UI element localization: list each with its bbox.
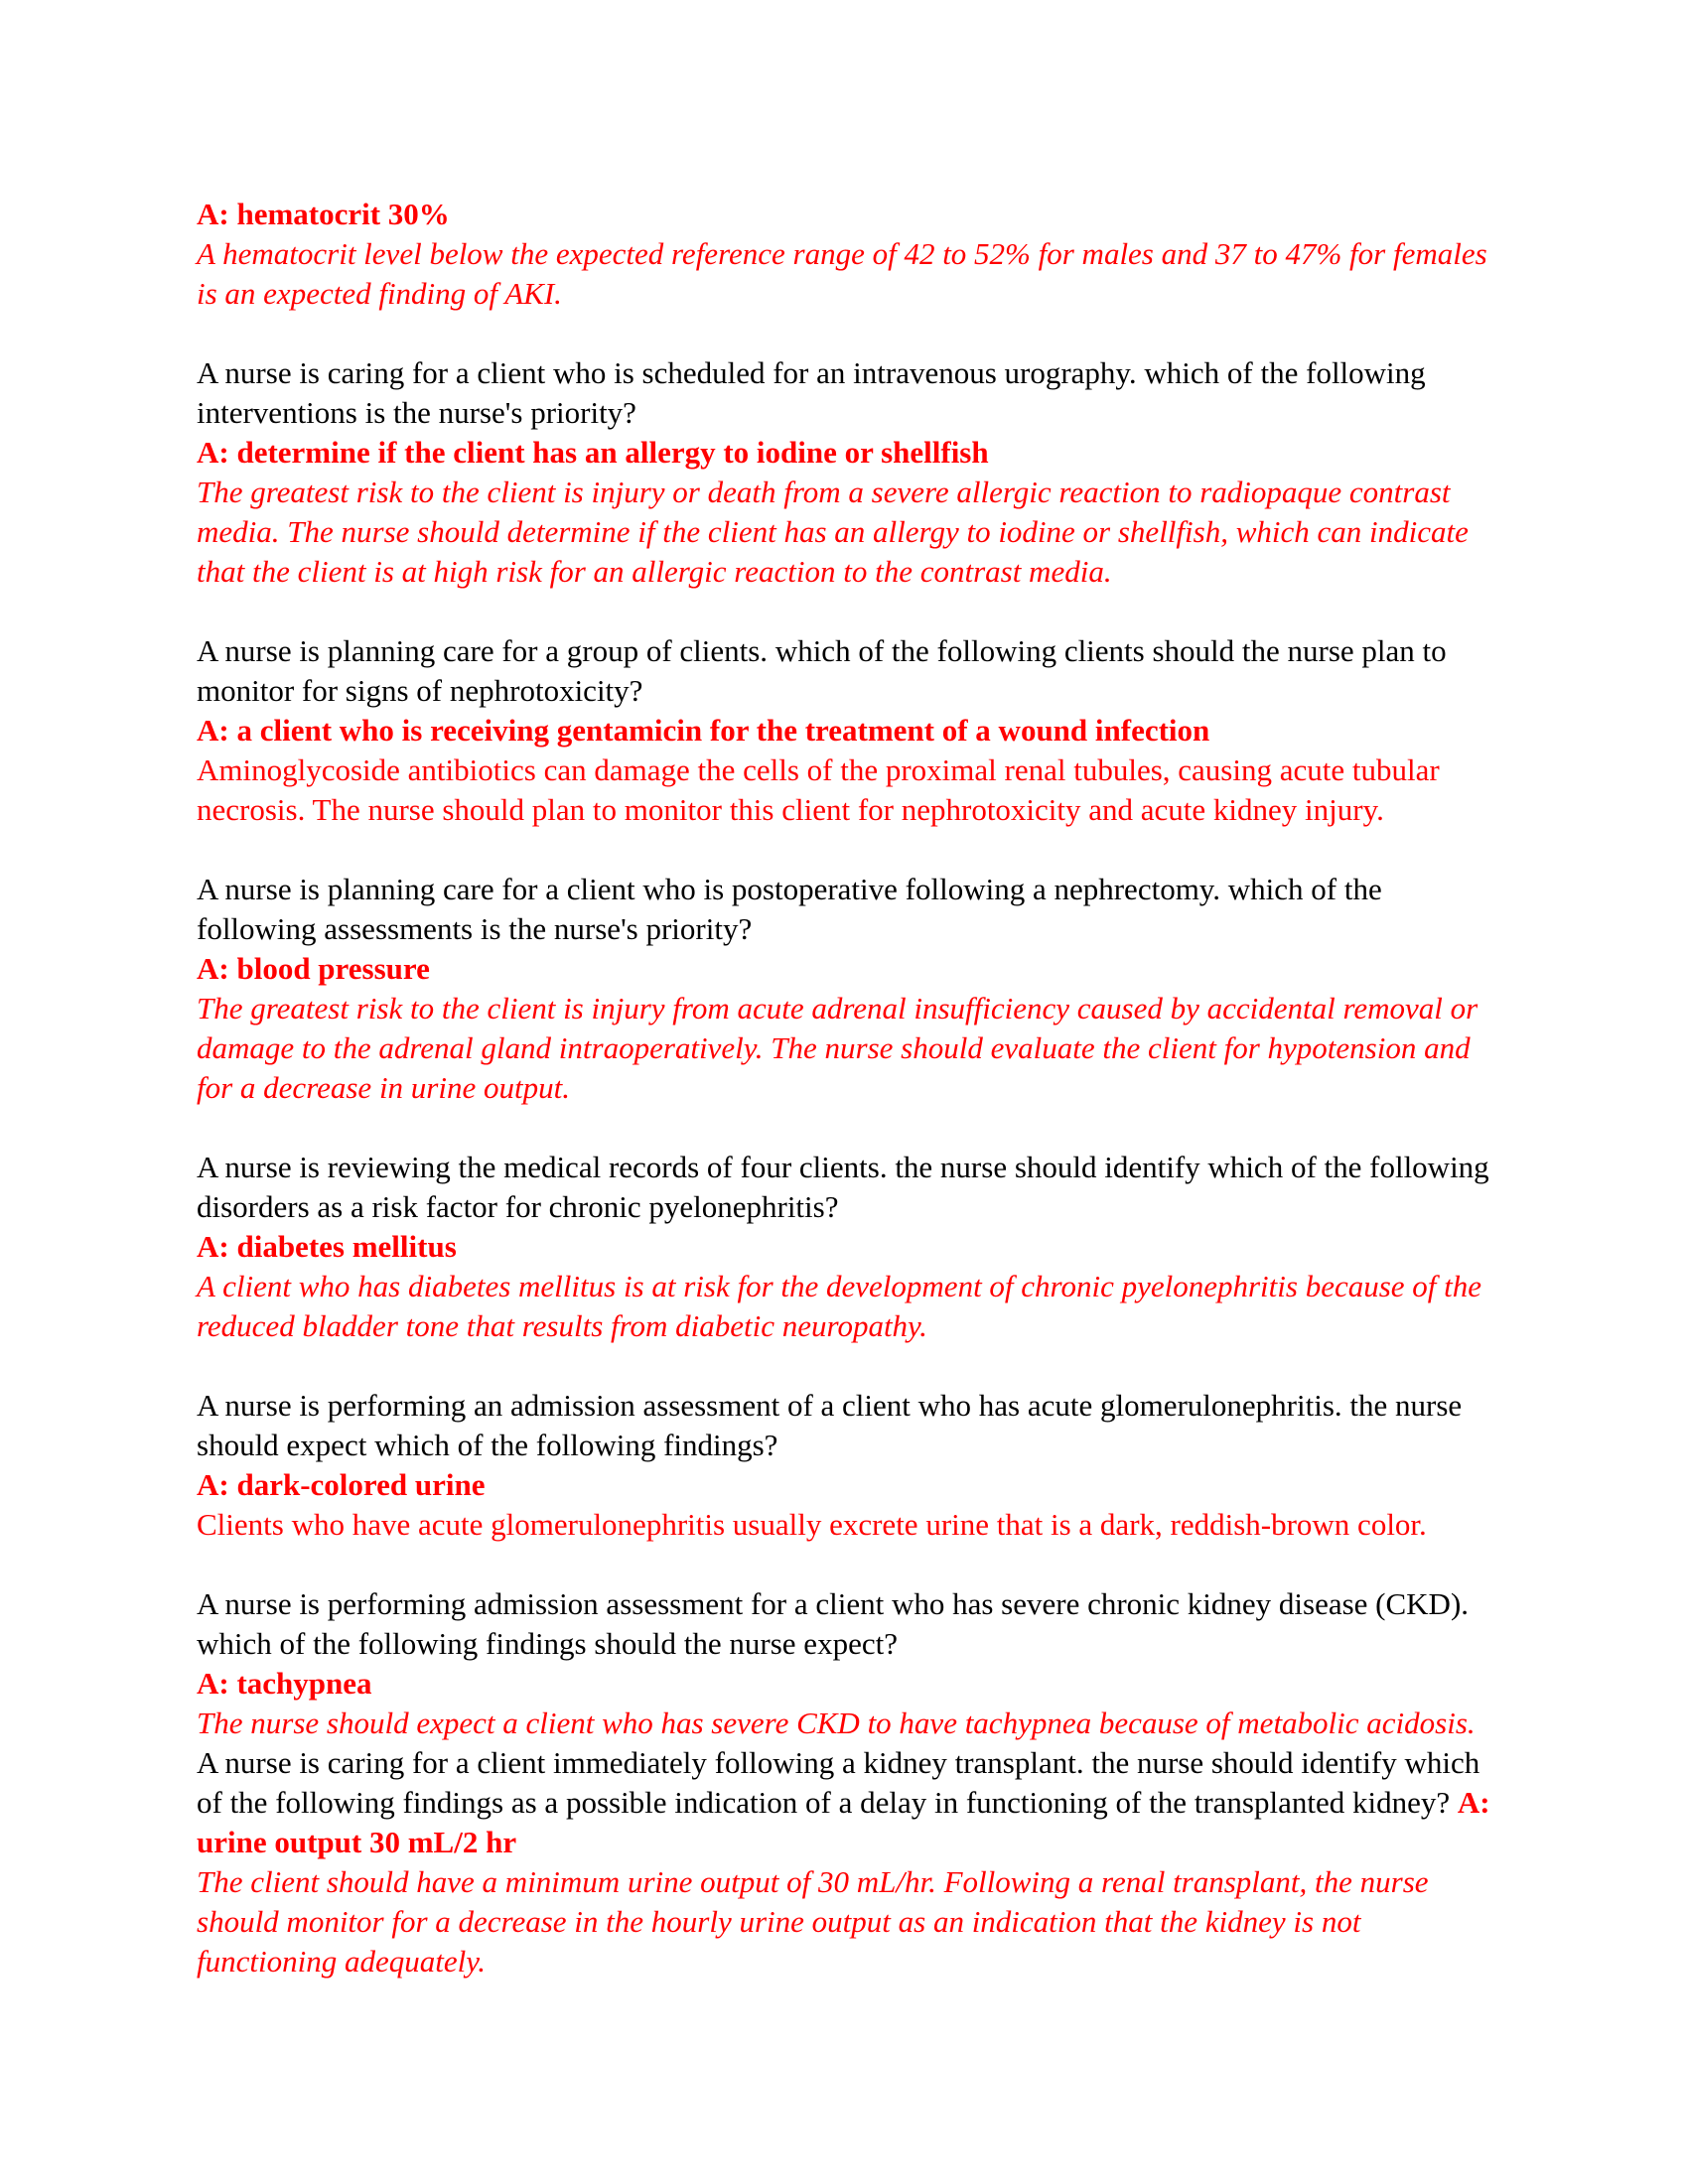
answer: A: determine if the client has an allergy to iodine or shellfish [197,435,989,470]
answer: A: blood pressure [197,951,430,986]
rationale: Clients who have acute glomerulonephritis usually excrete urine that is a dark, reddish-brown color. [197,1507,1427,1542]
qa-item [197,1743,1497,1981]
qa-item [197,353,1497,592]
qa-item [197,1386,1497,1545]
question: A nurse is caring for a client who is scheduled for an intravenous urography. which of the following interventions is the nurse's priority? [197,355,1426,430]
qa-item [197,195,1497,314]
question: A nurse is performing admission assessment for a client who has severe chronic kidney disease (CKD). which of the following findings should the nurse expect? [197,1586,1470,1661]
qa-item [197,1148,1497,1346]
answer: A: urine output 30 mL/2 hr [197,1785,1490,1859]
qa-item [197,631,1497,830]
question: A nurse is planning care for a group of clients. which of the following clients should the nurse plan to monitor for signs of nephrotoxicity? [197,633,1447,708]
answer: A: a client who is receiving gentamicin for the treatment of a wound infection [197,713,1210,748]
document-page [197,195,1497,1981]
question-with-answer [197,1743,1497,1862]
question: A nurse is performing an admission assessment of a client who has acute glomerulonephritis. the nurse should expect which of the following findings? [197,1388,1463,1462]
answer: A: dark-colored urine [197,1467,486,1502]
rationale: The client should have a minimum urine output of 30 mL/hr. Following a renal transplant, the nurse should monitor for a decrease in the hourly urine output as an indication that the kidney is not functioning adequately. [197,1864,1429,1979]
answer: A: tachypnea [197,1666,372,1701]
question: A nurse is planning care for a client who is postoperative following a nephrectomy. which of the following assessments is the nurse's priority? [197,872,1382,946]
question: A nurse is caring for a client immediately following a kidney transplant. the nurse should identify which of the following findings as a possible indication of a delay in functioning of the transplanted kidney? [197,1745,1480,1820]
rationale: A client who has diabetes mellitus is at risk for the development of chronic pyelonephritis because of the reduced bladder tone that results from diabetic neuropathy. [197,1269,1482,1343]
answer: A: diabetes mellitus [197,1229,457,1264]
rationale: The nurse should expect a client who has severe CKD to have tachypnea because of metabolic acidosis. [197,1706,1476,1740]
rationale: Aminoglycoside antibiotics can damage the cells of the proximal renal tubules, causing acute tubular necrosis. The nurse should plan to monitor this client for nephrotoxicity and acute kidney injury. [197,752,1440,827]
qa-item [197,870,1497,1108]
rationale: The greatest risk to the client is injury from acute adrenal insufficiency caused by accidental removal or damage to the adrenal gland intraoperatively. The nurse should evaluate the client for hypotension and for a decrease in urine output. [197,991,1478,1105]
rationale: A hematocrit level below the expected reference range of 42 to 52% for males and 37 to 47% for females is an expected finding of AKI. [197,236,1487,311]
rationale: The greatest risk to the client is injury or death from a severe allergic reaction to radiopaque contrast media. The nurse should determine if the client has an allergy to iodine or shellfish, which can indicate that the client is at high risk for an allergic reaction to the contrast media. [197,475,1469,589]
question: A nurse is reviewing the medical records of four clients. the nurse should identify which of the following disorders as a risk factor for chronic pyelonephritis? [197,1150,1489,1224]
answer: A: hematocrit 30% [197,197,450,231]
qa-item [197,1584,1497,1743]
